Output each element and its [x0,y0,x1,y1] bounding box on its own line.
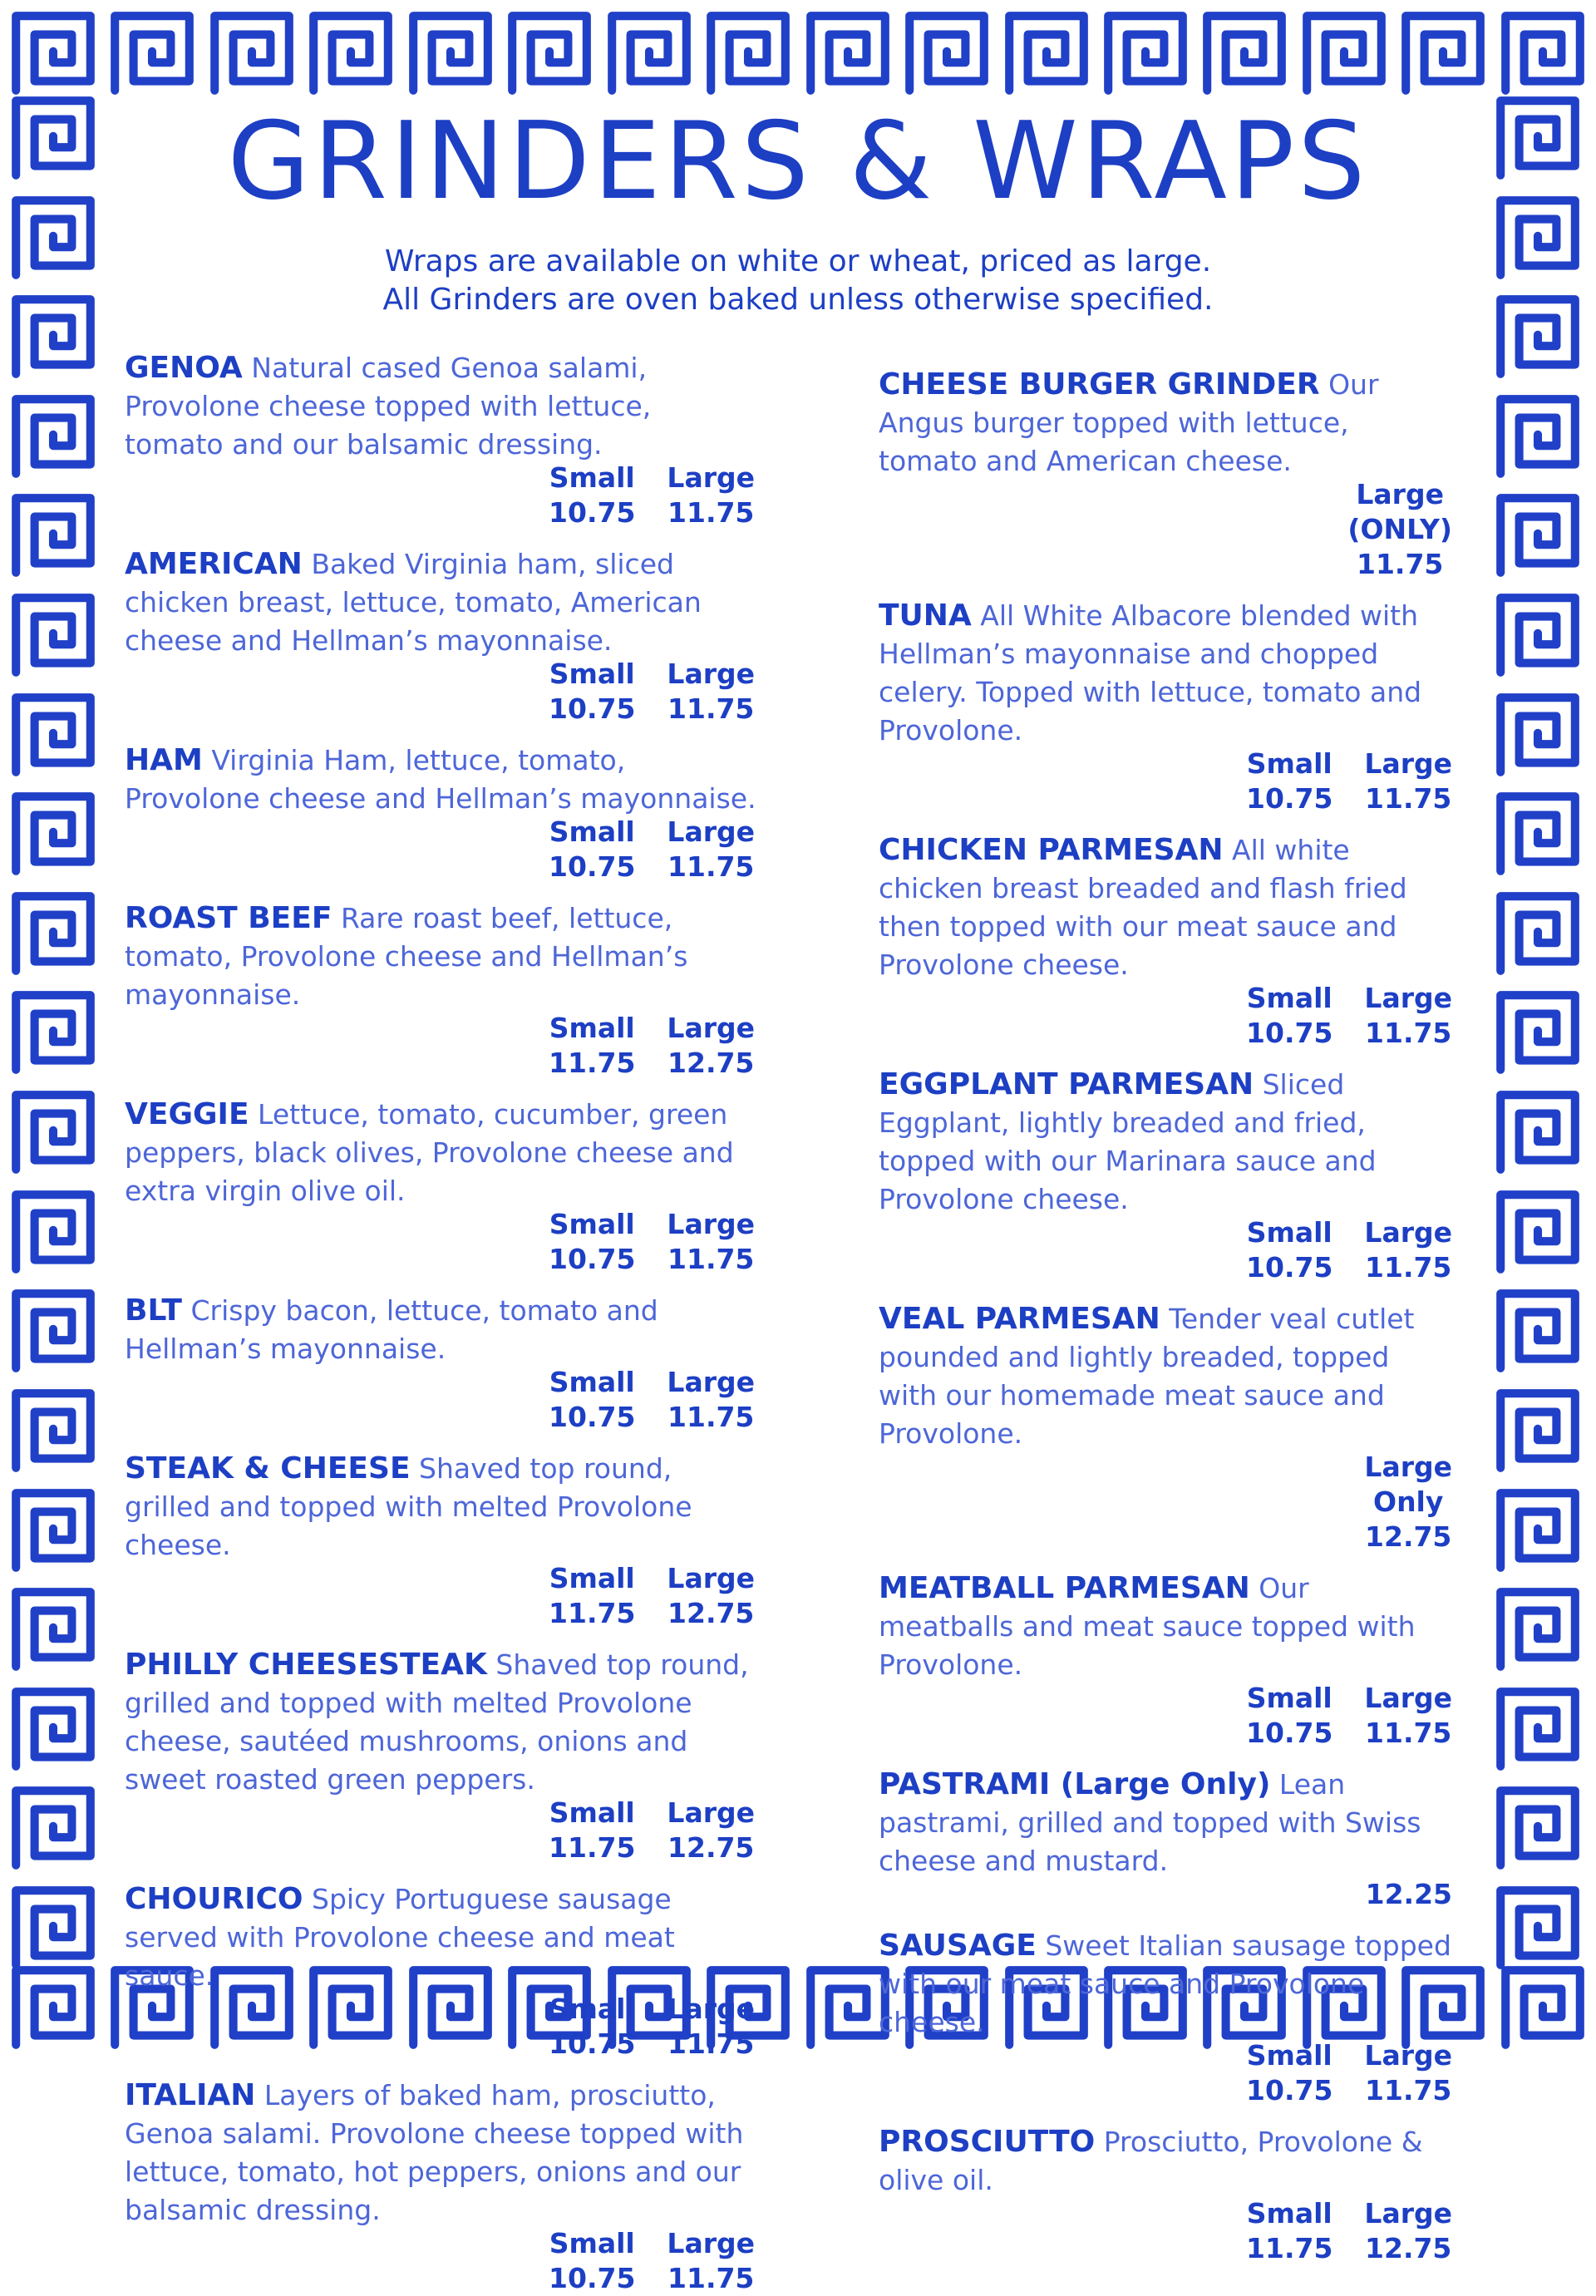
intro-line-2: All Grinders are oven baked unless otherwise specified. [382,283,1214,317]
large-price: 11.75 [667,1401,755,1433]
item-description: Our Angus burger topped with lettuce, tomato and American cheese. [879,368,1379,477]
greek-key-icon [503,7,596,100]
item-prices [125,1992,755,2062]
greek-key-icon [7,7,100,100]
menu-item [879,1927,1452,2108]
small-price: 10.75 [549,850,636,883]
greek-key-icon [7,390,100,483]
item-description: Shaved top round, grilled and topped with melted Provolone cheese, sautéed mushrooms, onions and sweet roasted green peppers. [125,1648,749,1796]
large-price: 11.75 [1356,548,1444,580]
large-price: 11.75 [1365,1251,1452,1283]
small-price: 10.75 [1246,782,1333,815]
small-price: 11.75 [1246,2232,1333,2264]
greek-key-icon [1491,887,1584,980]
small-label: Small [1246,1216,1332,1249]
large-price: 12.25 [1365,1878,1452,1910]
small-price: 10.75 [1246,1251,1333,1283]
greek-key-icon [304,7,397,100]
item-prices [879,1681,1452,1751]
small-label: Small [1246,1682,1332,1714]
menu-item [125,349,756,530]
greek-key-icon [7,1881,100,1974]
greek-key-icon [7,1781,100,1875]
menu-item [125,2077,756,2296]
item-name: EGGPLANT PARMESAN [879,1067,1254,1101]
item-description: Tender veal cutlet pounded and lightly breaded, topped with our homemade meat sauce and Provolone. [879,1303,1415,1450]
greek-key-icon [1491,1683,1584,1776]
greek-key-icon [1491,1781,1584,1875]
item-prices [125,657,755,727]
large-price: 12.75 [1365,1520,1452,1553]
item-name: MEATBALL PARMESAN [879,1571,1250,1605]
menu-item [125,1292,756,1435]
large-label: Large [1364,1216,1452,1249]
small-label: Small [549,1796,635,1829]
large-price: 11.75 [667,496,755,529]
small-label: Small [549,2227,635,2259]
large-label: Large [667,1366,755,1398]
large-price: 11.75 [1365,1017,1452,1049]
greek-key-icon [7,986,100,1079]
small-label: Small [1246,2197,1332,2229]
menu-item [879,1766,1452,1912]
greek-key-icon [1491,986,1584,1079]
item-description: Layers of baked ham, prosciutto, Genoa salami. Provolone cheese topped with lettuce, tomato, hot peppers, onions and our balsamic dressing. [125,2079,744,2226]
greek-key-icon [1491,688,1584,781]
greek-key-icon [1491,489,1584,582]
item-name: GENOA [125,351,243,385]
greek-key-icon [1491,1284,1584,1377]
greek-key-icon [7,1384,100,1477]
large-label: Large [1364,1451,1452,1483]
item-name: CHEESE BURGER GRINDER [879,367,1320,402]
greek-key-icon [7,1583,100,1676]
small-label: Small [549,1366,635,1398]
menu-item [125,1646,756,1865]
greek-key-icon [900,7,993,100]
large-price: 11.75 [667,1243,755,1275]
menu-item [879,366,1452,582]
item-name: HAM [125,743,203,777]
item-prices [879,2196,1452,2266]
item-name: STEAK & CHEESE [125,1451,411,1486]
large-label: Large [1364,982,1452,1014]
small-price: 10.75 [1246,1717,1333,1749]
small-price: 11.75 [549,1831,636,1864]
item-description: Shaved top round, grilled and topped with melted Provolone cheese. [125,1452,692,1561]
large-label: Large [1364,1682,1452,1714]
large-label: Large [1364,747,1452,780]
item-description: Baked Virginia ham, sliced chicken breast, lettuce, tomato, American cheese and Hellman’s mayonnaise. [125,548,702,657]
large-price: 11.75 [1365,2074,1452,2106]
intro-text [0,243,1596,319]
border-left [7,91,105,1974]
large-label: Large [667,461,755,494]
menu-item [879,831,1452,1051]
item-prices [125,1796,755,1865]
item-name: PASTRAMI (Large Only) [879,1767,1271,1801]
greek-key-icon [1491,589,1584,682]
large-label: Large [667,1012,755,1044]
large-label: Large [667,815,755,848]
item-description: Our meatballs and meat sauce topped with Provolone. [879,1572,1416,1681]
large-price: 11.75 [667,850,755,883]
item-description: Rare roast beef, lettuce, tomato, Provolone cheese and Hellman’s mayonnaise. [125,902,688,1011]
item-description: Sweet Italian sausage topped with our meat sauce and Provolone cheese. [879,1929,1451,2038]
greek-key-icon [1396,7,1490,100]
item-prices [879,1877,1452,1912]
greek-key-icon [1496,1961,1589,2054]
large-label: Large [1364,2197,1452,2229]
item-prices [879,1450,1452,1554]
menu-item [125,742,756,884]
small-price: 10.75 [1246,2074,1333,2106]
greek-key-icon [7,787,100,880]
greek-key-icon [7,887,100,980]
left-menu-column [125,349,756,2296]
small-price: 10.75 [549,2262,636,2294]
item-name: VEAL PARMESAN [879,1302,1160,1336]
large-price: 12.75 [1365,2232,1452,2264]
small-price: 10.75 [1246,1017,1333,1049]
large-price: 12.75 [667,1831,755,1864]
large-price: 11.75 [667,2027,755,2060]
item-prices [879,2038,1452,2108]
greek-key-icon [7,688,100,781]
greek-key-icon [603,7,696,100]
small-label: Small [549,1208,635,1240]
item-description: All White Albacore blended with Hellman’s mayonnaise and chopped celery. Topped with lettuce, tomato and Provolone. [879,599,1422,746]
greek-key-icon [1298,7,1391,100]
greek-key-icon [7,1683,100,1776]
menu-item [125,899,756,1081]
item-name: AMERICAN [125,547,303,581]
menu-item [879,597,1452,816]
item-prices [879,477,1452,582]
greek-key-icon [1491,1583,1584,1676]
item-name: SAUSAGE [879,1929,1037,1963]
intro-line-1: Wraps are available on white or wheat, priced as large. [384,244,1212,278]
large-label: Large [667,658,755,690]
greek-key-icon [702,7,795,100]
small-price: 11.75 [549,1597,636,1629]
small-price: 10.75 [549,692,636,725]
greek-key-icon [7,589,100,682]
item-name: BLT [125,1293,182,1328]
item-description: Natural cased Genoa salami, Provolone cheese topped with lettuce, tomato and our balsamic dressing. [125,352,652,461]
item-description: Lettuce, tomato, cucumber, green peppers, black olives, Provolone cheese and extra virgin olive oil. [125,1098,734,1207]
greek-key-icon [7,489,100,582]
item-prices [125,461,755,530]
item-prices [879,1215,1452,1285]
menu-item [125,545,756,727]
item-name: TUNA [879,599,972,633]
greek-key-icon [1491,1384,1584,1477]
item-name: PROSCIUTTO [879,2125,1096,2159]
page-title: GRINDERS & WRAPS [227,100,1369,224]
small-label: Small [549,1993,635,2025]
small-label: Small [1246,747,1332,780]
large-price: 11.75 [667,2262,755,2294]
menu-item [879,2123,1452,2266]
small-label: Small [549,1012,635,1044]
greek-key-icon [801,7,894,100]
item-description: Prosciutto, Provolone & olive oil. [879,2126,1423,2196]
item-description: Lean pastrami, grilled and topped with Swiss cheese and mustard. [879,1768,1421,1877]
item-prices [125,2226,755,2296]
greek-key-icon [1491,1881,1584,1974]
menu-item [125,1880,756,2062]
greek-key-icon [7,1185,100,1279]
greek-key-icon [404,7,497,100]
greek-key-icon [7,1086,100,1179]
item-name: VEGGIE [125,1097,249,1131]
greek-key-icon [1198,7,1291,100]
large-label: Large [1356,478,1444,510]
greek-key-icon [7,1961,100,2054]
greek-key-icon [106,7,199,100]
greek-key-icon [1000,7,1093,100]
large-label: Large [667,1208,755,1240]
item-description: All white chicken breast breaded and flash fried then topped with our meat sauce and Provolone cheese. [879,834,1407,981]
item-name: CHOURICO [125,1882,303,1916]
greek-key-icon [1491,787,1584,880]
large-label: Large [667,1562,755,1594]
greek-key-icon [7,1484,100,1577]
large-note: (ONLY) [1347,513,1452,545]
border-top [7,7,1589,105]
item-description: Sliced Eggplant, lightly breaded and fried, topped with our Marinara sauce and Provolone cheese. [879,1068,1377,1215]
small-label: Small [549,461,635,494]
greek-key-icon [1491,1086,1584,1179]
small-label: Small [549,815,635,848]
menu-item [125,1450,756,1631]
large-label: Large [667,2227,755,2259]
menu-item [879,1066,1452,1285]
greek-key-icon [1491,1484,1584,1577]
large-price: 11.75 [667,692,755,725]
item-name: ITALIAN [125,2078,256,2112]
greek-key-icon [1496,7,1589,100]
small-label: Small [1246,982,1332,1014]
large-note: Only [1373,1486,1444,1518]
large-price: 12.75 [667,1047,755,1079]
item-prices [125,1561,755,1631]
greek-key-icon [205,7,298,100]
right-menu-column [879,366,1452,2266]
menu-item [125,1096,756,1277]
item-prices [125,815,755,884]
item-prices [879,981,1452,1051]
greek-key-icon [1491,1185,1584,1279]
small-label: Small [1246,2039,1332,2072]
small-price: 10.75 [549,1243,636,1275]
item-description: Spicy Portuguese sausage served with Provolone cheese and meat sauce. [125,1883,675,1992]
item-prices [125,1207,755,1277]
small-price: 10.75 [549,1401,636,1433]
menu-item [879,1300,1452,1554]
large-label: Large [667,1796,755,1829]
small-price: 10.75 [549,2027,636,2060]
item-name: CHICKEN PARMESAN [879,833,1224,867]
greek-key-icon [1099,7,1192,100]
item-prices [125,1011,755,1081]
large-price: 11.75 [1365,1717,1452,1749]
item-name: ROAST BEEF [125,901,332,935]
greek-key-icon [7,1284,100,1377]
greek-key-icon [1491,390,1584,483]
item-name: PHILLY CHEESESTEAK [125,1648,487,1682]
border-right [1491,91,1589,1974]
large-price: 12.75 [667,1597,755,1629]
small-label: Small [549,658,635,690]
large-price: 11.75 [1365,782,1452,815]
small-price: 10.75 [549,496,636,529]
large-label: Large [1364,2039,1452,2072]
small-label: Small [549,1562,635,1594]
menu-item [879,1569,1452,1751]
item-description: Virginia Ham, lettuce, tomato, Provolone cheese and Hellman’s mayonnaise. [125,744,756,815]
item-description: Crispy bacon, lettuce, tomato and Hellman’s mayonnaise. [125,1294,658,1365]
small-price: 11.75 [549,1047,636,1079]
large-label: Large [667,1993,755,2025]
item-prices [125,1365,755,1435]
item-prices [879,746,1452,816]
